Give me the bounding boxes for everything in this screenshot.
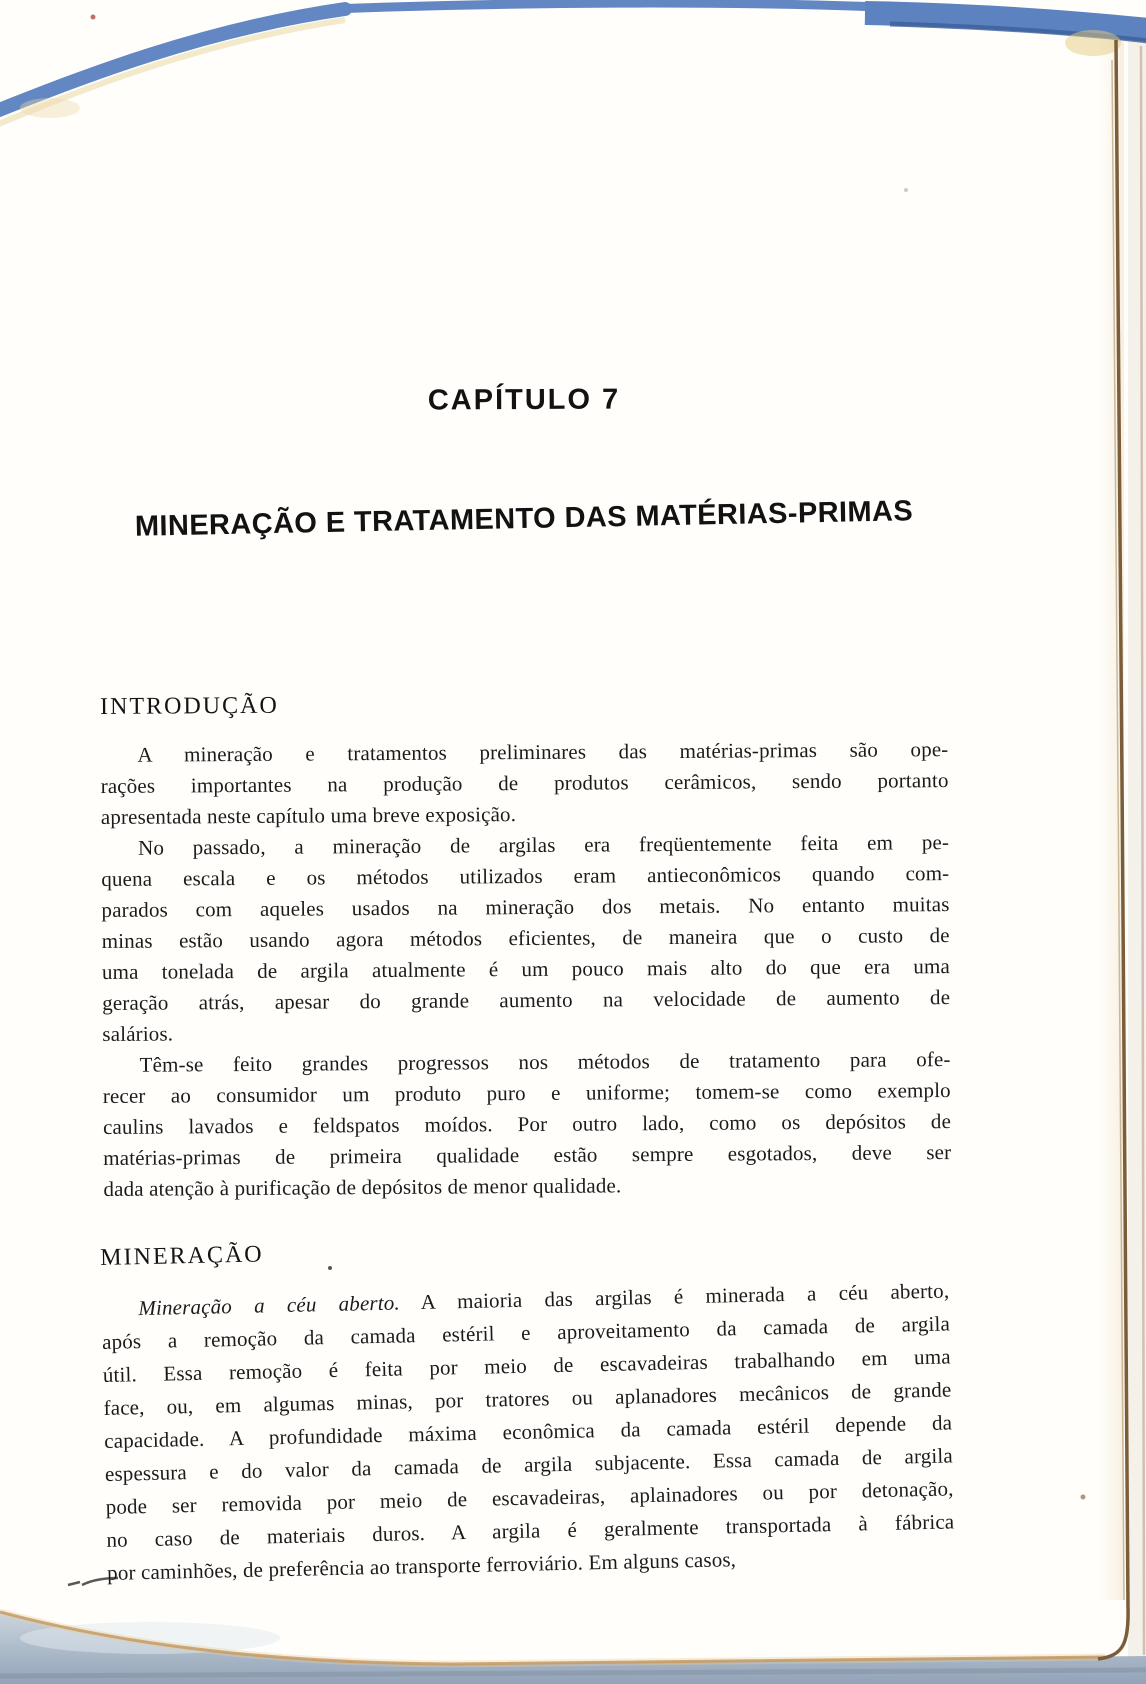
- gray-speck: [904, 188, 908, 192]
- text-line: quena escala e os métodos utilizados eram antieconômicos quando com-: [101, 861, 950, 891]
- yellow-smudge: [1065, 30, 1121, 56]
- section-body: [101, 1274, 955, 1589]
- edge-stain: [1098, 40, 1124, 1600]
- text-line: uma tonelada de argila atualmente é um pouco mais alto do que era uma: [101, 954, 951, 984]
- text-line: caulins lavados e feldspatos moídos. Por outro lado, como os depósitos de: [102, 1109, 952, 1139]
- section-introducao: [100, 688, 952, 1205]
- text-line: Têm-se feito grandes progressos nos métodos de tratamento para ofe-: [139, 1047, 951, 1077]
- chapter-title: MINERAÇÃO E TRATAMENTO DAS MATÉRIAS-PRIMAS: [134, 495, 914, 543]
- section-mineracao: [100, 1227, 955, 1590]
- text-line: capacidade. A profundidade máxima econômica da camada estéril depende da: [104, 1410, 953, 1453]
- text-line: pode ser removida por meio de escavadeiras, aplainadores ou por detonação,: [105, 1476, 954, 1519]
- text-line: rações importantes na produção de produtos cerâmicos, sendo portanto: [100, 768, 949, 798]
- text-line: apresentada neste capítulo uma breve exposição.: [100, 802, 517, 829]
- brown-speck: [1081, 1495, 1086, 1500]
- text-line: após a remoção da camada estéril e aproveitamento da camada de argila: [101, 1311, 951, 1354]
- text-line: face, ou, em algumas minas, por tratores ou aplanadores mecânicos de grande: [103, 1377, 952, 1420]
- paragraph: [101, 1274, 955, 1589]
- chapter-label: CAPÍTULO 7: [427, 383, 621, 417]
- section-body: [100, 734, 951, 1205]
- section-heading-mineracao: MINERAÇÃO: [100, 1241, 264, 1271]
- book-cover-edge-top: [330, 3, 880, 9]
- text-line: No passado, a mineração de argilas era freqüentemente feita em pe-: [137, 830, 950, 860]
- text-line: recer ao consumidor um produto puro e uniforme; tomem-se como exemplo: [102, 1078, 951, 1108]
- page-text: [100, 383, 955, 1590]
- paragraph-lead-rest: A maioria das argilas é minerada a céu aberto,: [399, 1278, 950, 1315]
- paragraph: [100, 734, 949, 833]
- text-line: no caso de materiais duros. A argila é geralmente transportada à fábrica: [106, 1509, 955, 1552]
- paragraph-lead-italic: Mineração a céu aberto.: [138, 1290, 401, 1321]
- text-line: parados com aqueles usados na mineração dos metais. No entanto muitas: [101, 892, 950, 922]
- paragraph: [101, 827, 950, 1050]
- text-line: salários.: [102, 1021, 174, 1046]
- text-line: minas estão usando agora métodos eficientes, de maneira que o custo de: [101, 923, 950, 953]
- text-line: por caminhões, de preferência ao transporte ferroviário. Em alguns casos,: [106, 1547, 737, 1585]
- text-line: dada atenção à purificação de depósitos de menor qualidade.: [103, 1173, 622, 1201]
- text-line: matérias-primas de primeira qualidade estão sempre esgotados, deve ser: [103, 1140, 952, 1170]
- text-line: espessura e do valor da camada de argila subjacente. Essa camada de argila: [104, 1443, 954, 1486]
- text-line: A mineração e tratamentos preliminares das matérias-primas são ope-: [137, 737, 949, 767]
- tan-stain-top-left: [20, 98, 80, 118]
- section-heading-introducao: INTRODUÇÃO: [100, 692, 279, 720]
- text-line: útil. Essa remoção é feita por meio de escavadeiras trabalhando em uma: [102, 1344, 951, 1387]
- paragraph: [102, 1044, 951, 1205]
- red-speck: [91, 15, 96, 20]
- text-line: geração atrás, apesar do grande aumento na velocidade de aumento de: [102, 985, 951, 1015]
